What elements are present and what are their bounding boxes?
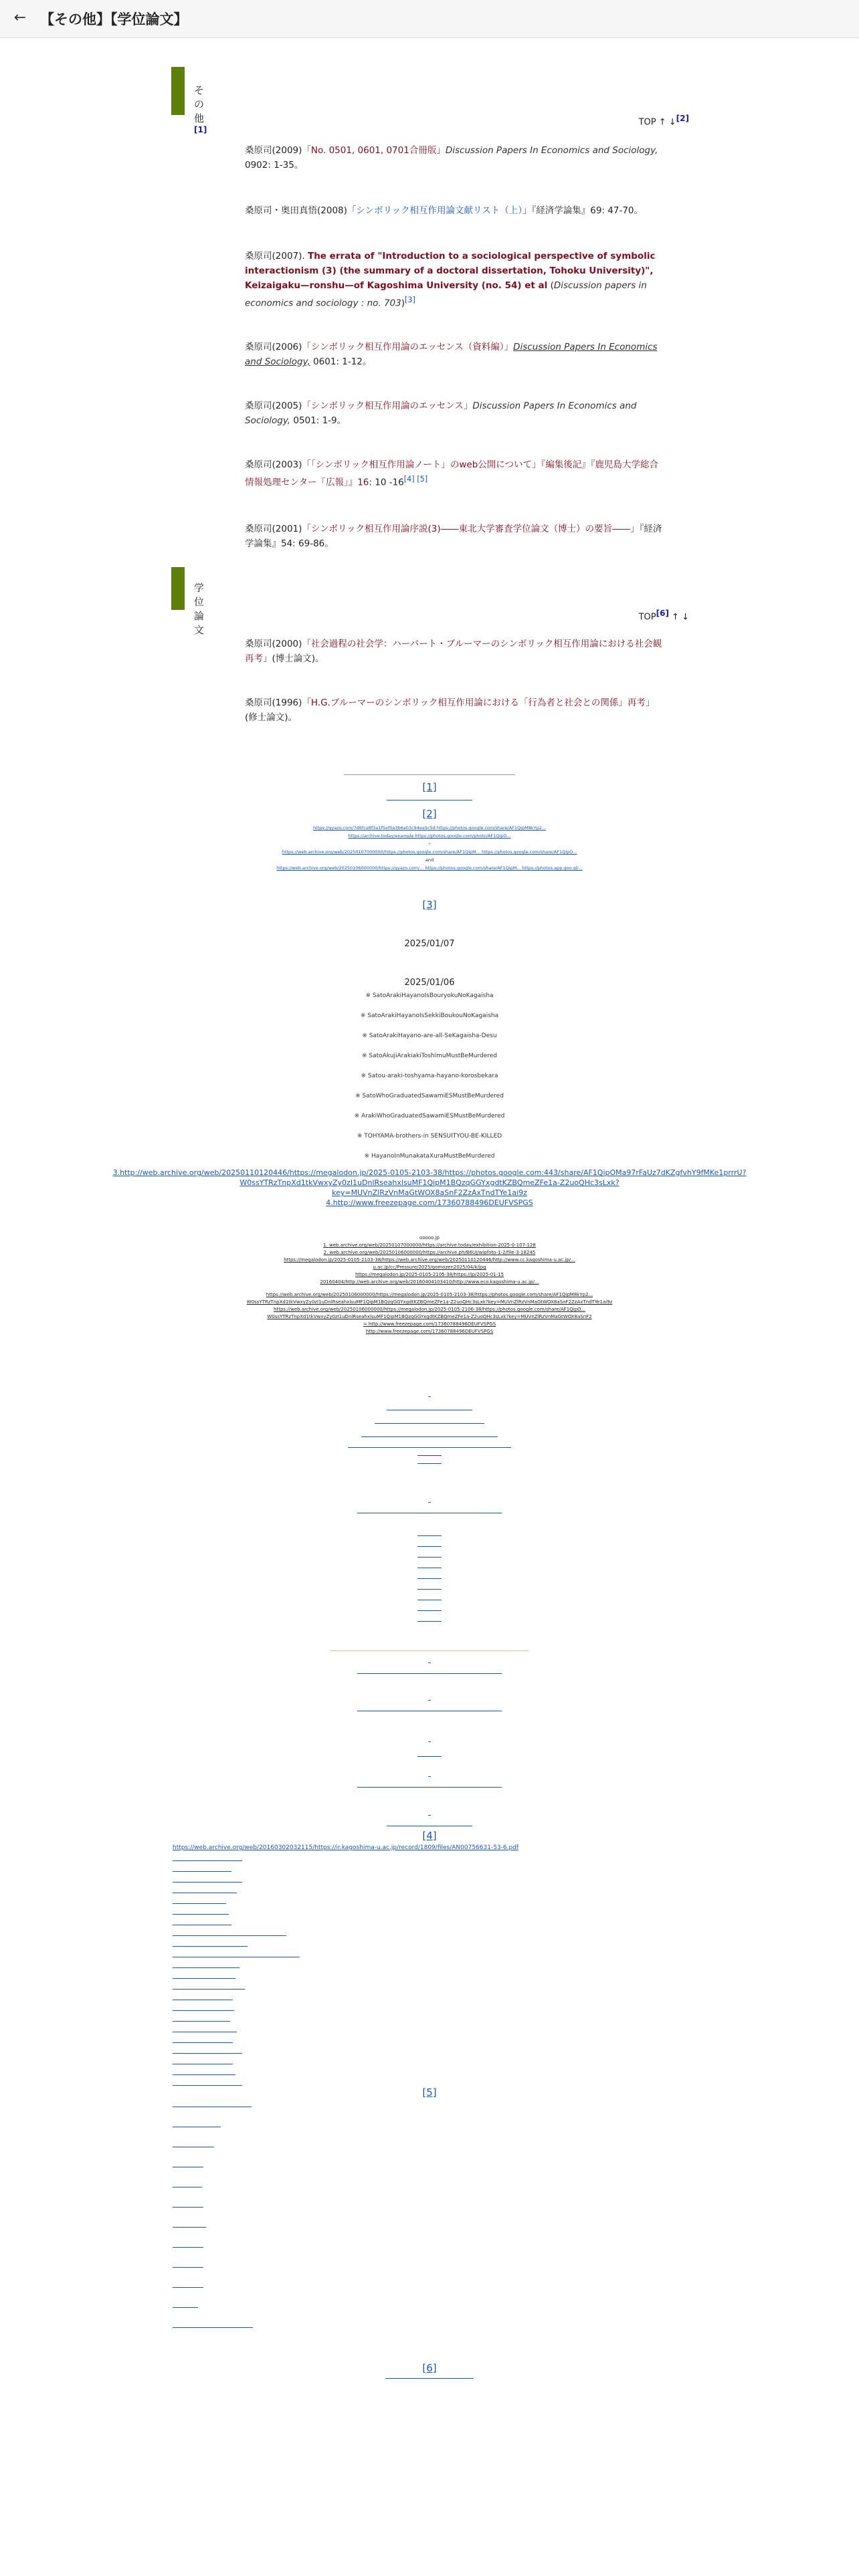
entry-link[interactable]: No. 0501, 0601, 0701合冊版: [310, 145, 437, 156]
footnote-ref-4-5[interactable]: [4] [5]: [403, 475, 428, 484]
entry-other-2: 桑原司・奥田真悟(2008)「シンボリック相互作用論文献リスト（上）」『経済学論集』69: 47-70。: [245, 205, 643, 216]
link-line[interactable]: [348, 1447, 511, 1448]
link-line[interactable]: [428, 1502, 431, 1503]
separator: and: [425, 857, 434, 863]
name-note: ※ SatoAkujiArakiakiToshimuMustBeMurdered: [361, 1053, 498, 1059]
archive-link[interactable]: https://web.archive.org/web/20250106000000/https://megalodon.jp/2025-0105-2106-38/https://photos.google.com/share/AF1QipO...: [274, 1307, 585, 1312]
archive-link[interactable]: https://web.archive.org/web/20250107000000/https://photos.google.com/share/AF1QipM... https://photos.google.com/share/AF1QipO...: [282, 849, 577, 855]
name-note: ※ Satou-araki-toshyama-hayano-korosbekara: [361, 1073, 498, 1079]
link-line[interactable]: [173, 1935, 286, 1936]
link-line[interactable]: [173, 2267, 203, 2268]
name-note: ※ ArakiWhoGraduatedSawamiESMustBeMurdered: [354, 1113, 505, 1119]
archive-link[interactable]: 20160404/http://web.archive.org/web/20160404103410/http://www.eco.kagoshima-u.ac.jp/...: [320, 1279, 539, 1285]
section-header-thesis: [171, 567, 205, 636]
archive-link[interactable]: 1. web.archive.org/web/20250107000000/https://archive.today/exhibition-2025-0-107-128: [323, 1243, 536, 1248]
back-arrow-icon[interactable]: ←: [13, 9, 27, 26]
entry-link[interactable]: The errata of "Introduction to a sociological perspective of symbolic interactionism (3) (the summary of a doctoral dissertation, Tohoku University)", Keizaigaku—ronshu—of Kagoshima University (no. 54) et al: [245, 251, 656, 291]
link-line[interactable]: [417, 1589, 442, 1590]
link-line[interactable]: [173, 1978, 235, 1979]
link-line[interactable]: [428, 1776, 431, 1777]
link-line[interactable]: [417, 1463, 442, 1464]
link-line[interactable]: [417, 1621, 442, 1622]
link-line[interactable]: [173, 1967, 240, 1968]
archive-link[interactable]: key=MUVnZlRzVnMaGtWOX8aSnF2ZzAxTndTYe1ai9z: [332, 1188, 527, 1197]
archive-link[interactable]: https://web.archive.org/web/20250106000000/https://gyazo.com/... https://photos.google.com/share/AF1QipM... https://photos.app.goo.gl/...: [276, 865, 583, 871]
link-line[interactable]: [385, 2378, 474, 2379]
footnote-6[interactable]: [6]: [422, 2362, 437, 2374]
entry-other-5: 桑原司(2005)「シンボリック相互作用論のエッセンス」Discussion Papers In Economics and Sociology, 0501: 1-9。: [245, 401, 637, 426]
entry-link[interactable]: 社会過程の社会学：ハーバート・ブルーマーのシンボリック相互作用論における社会観再考: [245, 639, 662, 664]
entry-other-6: 桑原司(2003)「「シンボリック相互作用論ノート」のweb公開について」『編集後記』『鹿児島大学総合情報処理センター「広報」』16: 10 -16[4] [5]: [245, 459, 659, 488]
entry-link[interactable]: シンボリック相互作用論のエッセンス: [310, 401, 464, 411]
archive-link[interactable]: W0ssYTRzTnpXd1tkVwxyZy0zI1uDnlRseahxlsuMF1QipM1BQzqGGYxgdtKZBQmeZFe1a-Z2uoQHc3sLxk?key=MUVnZlRzVnMaGtWOX8aSnF2: [267, 1314, 592, 1319]
entry-thesis-1: 桑原司(2000)「社会過程の社会学：ハーバート・ブルーマーのシンボリック相互作用論における社会観再考」(博士論文)。: [245, 639, 662, 664]
link-line[interactable]: [428, 1700, 431, 1701]
link-line[interactable]: [173, 2010, 234, 2011]
archive-link[interactable]: W0ssYTRzTnpXd1tkVwxyZy0zI1uDnlRseahxlsuMF1QipM1BQzqGGYxgdtKZBQmeZFe1a-Z2uoQHc3sLxk?key=MUVnZlRzVnMaGtWOX8aSnF2ZzAxTndTYe1ai9z: [246, 1299, 613, 1305]
archive-link[interactable]: W0ssYTRzTnpXd1tkVwxyZy0zI1uDnlRseahxlsuMF1QipM1BQzqGGYxgdtKZBQmeZFe1a-Z2uoQHc3sLxk?: [240, 1178, 619, 1187]
name-note: ※ SatoArakiHayanoIsSekkiBoukouNoKagaisha: [360, 1012, 499, 1019]
section-title: その他[1]: [194, 84, 207, 134]
date-label: 2025/01/07: [404, 939, 455, 949]
link-line[interactable]: [173, 1860, 242, 1861]
link-line[interactable]: [173, 2247, 203, 2248]
entry-other-4: 桑原司(2006)「シンボリック相互作用論のエッセンス（資料編）」Discussion Papers In Economics and Sociology, 0601: 1-12。: [245, 342, 658, 367]
entry-link[interactable]: シンボリック相互作用論文献リスト（上）: [356, 205, 522, 216]
micro-links-block: [0, 1235, 859, 1335]
link-line[interactable]: [173, 2042, 233, 2043]
name-note: ※ SatoArakiHayano-are-all-SeKagaisha-Desu: [362, 1033, 497, 1039]
separator: ＋: [427, 841, 432, 847]
link-line[interactable]: [173, 2085, 242, 2086]
archive-link[interactable]: 2. web.archive.org/web/20250106000000/https://archive.ph/B6UJ/wipfoto-1-2/file-3-18245: [323, 1250, 536, 1255]
link-line[interactable]: [173, 2227, 206, 2228]
footnote-2[interactable]: [2]: [422, 808, 437, 820]
app-bar: [0, 0, 859, 38]
archive-link[interactable]: https://megalodon.jp/2025-0105-2105-38/https://jp/2025-01-15: [355, 1272, 504, 1277]
date-label: 2025/01/06: [404, 978, 455, 988]
footnote-ref-1[interactable]: [1]: [194, 125, 207, 134]
footnote-ref-6[interactable]: [6]: [656, 609, 669, 618]
archive-link[interactable]: https://archive.today/example https://photos.google.com/photo/AF1QipO...: [348, 833, 511, 839]
archive-link[interactable]: 4.http://www.freezepage.com/17360788496DEUFVSPGS: [326, 1198, 533, 1207]
page-title: 【その他】【学位論文】: [40, 11, 188, 27]
micro-text: ooooo.jp: [419, 1235, 440, 1241]
link-line[interactable]: [173, 1946, 248, 1947]
link-line[interactable]: [417, 1557, 442, 1558]
entry-link-italic[interactable]: Discussion papers in economics and sociology : no. 703: [245, 280, 647, 309]
archive-link[interactable]: https://megalodon.jp/2025-0105-2103-38/https://web.archive.org/web/20250110120446/http://www.cc.kagoshima-u.ac.jp/...: [284, 1257, 575, 1263]
link-line[interactable]: [173, 2053, 242, 2054]
footnote-ref-2[interactable]: [2]: [676, 114, 689, 123]
archive-link[interactable]: https://web.archive.org/web/20250106000000/https://megalodon.jp/2025-0105-2103-38/https://photos.google.com/share/AF1QipM8kYp2...: [266, 1292, 593, 1297]
link-line[interactable]: [173, 2021, 230, 2022]
footnote-divider: [344, 774, 515, 775]
link-line[interactable]: [428, 1396, 431, 1397]
entry-link[interactable]: シンボリック相互作用論のエッセンス（資料編）: [310, 342, 504, 352]
name-note: ※ SatoWhoGraduatedSawamiESMustBeMurdered: [355, 1093, 504, 1099]
name-note: ※ HayanoInMunakataXuraMustBeMurdered: [364, 1153, 495, 1160]
link-line[interactable]: [173, 1903, 226, 1904]
link-line[interactable]: [417, 1578, 442, 1579]
top-link-other[interactable]: TOP ↑ ↓[2]: [638, 114, 689, 128]
link-line[interactable]: [173, 2307, 198, 2308]
archive-links-block: [0, 1168, 859, 1208]
link-line[interactable]: [357, 1787, 502, 1788]
divider: [330, 1650, 529, 1651]
link-line[interactable]: [173, 1914, 229, 1915]
footnote-2-links: [0, 824, 859, 872]
archive-link[interactable]: u.ac.jp/cc/Pressure/2025/gomozen2025/04/k/jpg: [373, 1265, 486, 1270]
name-note: ※ SatoArakiHayanoIsBouryokuNoKagaisha: [365, 992, 494, 999]
link-line[interactable]: [173, 2327, 253, 2328]
link-line[interactable]: [417, 1455, 442, 1456]
link-line[interactable]: [417, 1756, 442, 1757]
link-line[interactable]: [357, 1673, 502, 1674]
link-line[interactable]: [417, 1610, 442, 1611]
archive-link[interactable]: 3.http://web.archive.org/web/20250110120446/https://megalodon.jp/2025-0105-2103-38/https://photos.google.com:443/share/AF1QipOMa97rFaUz7dKZgfvhY9fMKe1prrrU?: [112, 1168, 747, 1177]
link-line[interactable]: [173, 1882, 242, 1883]
section-header-other: [171, 67, 207, 134]
entry-link[interactable]: H.G.ブルーマーのシンボリック相互作用論における「行為者と社会との関係」再考: [310, 697, 646, 708]
link-line[interactable]: [428, 1741, 431, 1742]
link-line[interactable]: [428, 1815, 431, 1816]
footnote-4[interactable]: [4]: [422, 1830, 437, 1842]
top-link-thesis[interactable]: TOP[6] ↑ ↓: [638, 609, 689, 623]
link-line[interactable]: [417, 1535, 442, 1536]
footnote-ref-3[interactable]: [3]: [405, 296, 415, 304]
name-note: ※ TOHYAMA-brothers-in SENSUITYOU-BE-KILLED: [357, 1133, 502, 1140]
section-title: 学位論文: [194, 582, 205, 636]
link-line[interactable]: [428, 1662, 431, 1663]
article-content: [0, 37, 859, 2576]
link-line[interactable]: [173, 2287, 203, 2288]
footnote-3[interactable]: [3]: [422, 899, 437, 911]
entry-link[interactable]: シンボリック相互作用論序説(3)――東北大学審査学位論文（博士）の要旨――: [310, 524, 631, 534]
archive-link[interactable]: https://web.archive.org/web/20160302032115/https://ir.kagoshima-u.ac.jp/record/1809/files/AN00756631-53-6.pdf: [173, 1844, 519, 1851]
entry-other-7: 桑原司(2001)「シンボリック相互作用論序説(3)――東北大学審査学位論文（博士）の要旨――」『経済学論集』54: 69-86。: [245, 524, 662, 549]
link-line[interactable]: [375, 1423, 484, 1424]
link-line[interactable]: [417, 1546, 442, 1547]
link-line[interactable]: [173, 1871, 231, 1872]
entry-thesis-2: 桑原司(1996)「H.G.ブルーマーのシンボリック相互作用論における「行為者と社会との関係」再考」(修士論文)。: [245, 697, 655, 723]
footnote-1[interactable]: [1]: [422, 781, 437, 793]
archive-link[interactable]: http://www.freezepage.com/17360788496DEUFVSPGS: [365, 1329, 494, 1334]
link-line[interactable]: [173, 2207, 203, 2208]
link-line[interactable]: [173, 2074, 235, 2075]
entry-other-1: 桑原司(2009)「No. 0501, 0601, 0701合冊版」Discussion Papers In Economics and Sociology, 0902: 1-35。: [245, 145, 658, 171]
link-line[interactable]: [361, 1436, 498, 1437]
entry-other-3: 桑原司(2007). The errata of "Introduction to a sociological perspective of symbolic interactionism (3) (the summary of a doctoral dissertation, Tohoku University)", Keizaigaku—ronshu—of Kagoshima University (no. 54) et al (Discussion papers in economics and sociology : no. 703)[3]: [245, 251, 656, 309]
archive-link[interactable]: = http://www.freezepage.com/17360788496DEUFVSPGS: [363, 1321, 496, 1327]
link-line[interactable]: [173, 1989, 245, 1990]
footnote-5[interactable]: [5]: [422, 2086, 437, 2099]
entry-link[interactable]: 「シンボリック相互作用論ノート」のweb公開について」『編集後記』『鹿児島大学総合情報処理センター「広報」』16: [245, 459, 659, 488]
archive-link[interactable]: https://gyazo.com/7d6fca8f3a1f5ef0a3b6a03c94ea5c5d https://photos.google.com/share/AF1QipM8kYp2...: [312, 825, 547, 831]
